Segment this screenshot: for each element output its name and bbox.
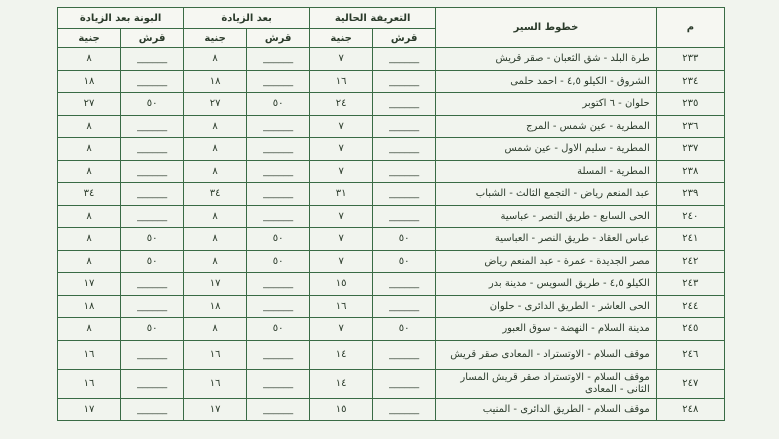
current-piaster: ٥٠ <box>373 250 436 273</box>
after-piaster: ٥٠ <box>247 250 310 273</box>
current-piaster: ______ <box>373 369 436 398</box>
after-pound: ٨ <box>184 250 247 273</box>
after-piaster: ٥٠ <box>247 228 310 251</box>
current-piaster: ______ <box>373 48 436 71</box>
current-piaster: ______ <box>373 183 436 206</box>
route-cell: موقف السلام - الاوتستراد - المعادى صقر قريش <box>436 340 657 369</box>
after-piaster: ______ <box>247 273 310 296</box>
current-piaster: ٥٠ <box>373 228 436 251</box>
after-pound: ٨ <box>184 48 247 71</box>
after-pound: ٨ <box>184 205 247 228</box>
route-cell: موقف السلام - الاوتستراد صقر قريش المسار الثانى - المعادى <box>436 369 657 398</box>
route-cell: موقف السلام - الطريق الدائرى - المنيب <box>436 398 657 421</box>
ticket-piaster: ______ <box>121 115 184 138</box>
row-number: ٢٣٨ <box>656 160 724 183</box>
ticket-piaster: ______ <box>121 48 184 71</box>
after-pound: ٨ <box>184 318 247 341</box>
current-pound: ٧ <box>310 48 373 71</box>
after-piaster: ٥٠ <box>247 93 310 116</box>
after-pound: ٢٧ <box>184 93 247 116</box>
ticket-piaster: ______ <box>121 160 184 183</box>
row-number: ٢٣٦ <box>656 115 724 138</box>
current-pound: ٧ <box>310 250 373 273</box>
ticket-pound: ١٧ <box>58 398 121 421</box>
ticket-pound: ١٧ <box>58 273 121 296</box>
row-number: ٢٤١ <box>656 228 724 251</box>
current-piaster: ______ <box>373 160 436 183</box>
current-pound: ٧ <box>310 205 373 228</box>
header-after-increase: بعد الزيادة <box>184 8 310 29</box>
current-pound: ٢٤ <box>310 93 373 116</box>
route-cell: عباس العقاد - طريق النصر - العباسية <box>436 228 657 251</box>
current-piaster: ______ <box>373 340 436 369</box>
route-cell: الحى العاشر - الطريق الدائرى - حلوان <box>436 295 657 318</box>
ticket-piaster: ______ <box>121 205 184 228</box>
current-piaster: ______ <box>373 115 436 138</box>
ticket-piaster: ٥٠ <box>121 93 184 116</box>
ticket-pound: ٨ <box>58 160 121 183</box>
current-pound: ١٥ <box>310 273 373 296</box>
route-cell: عبد المنعم رياض - التجمع الثالث - الشباب <box>436 183 657 206</box>
table-row <box>58 340 725 369</box>
table-row <box>58 160 725 183</box>
after-piaster: ______ <box>247 398 310 421</box>
ticket-piaster: ٥٠ <box>121 250 184 273</box>
row-number: ٢٣٣ <box>656 48 724 71</box>
after-pound: ٨ <box>184 138 247 161</box>
current-piaster: ______ <box>373 70 436 93</box>
header-piaster: قرش <box>247 29 310 48</box>
ticket-pound: ١٦ <box>58 340 121 369</box>
after-piaster: ٥٠ <box>247 318 310 341</box>
ticket-pound: ١٨ <box>58 70 121 93</box>
row-number: ٢٣٩ <box>656 183 724 206</box>
ticket-pound: ٨ <box>58 318 121 341</box>
table-row <box>58 398 725 421</box>
current-pound: ١٤ <box>310 369 373 398</box>
header-piaster: قرش <box>373 29 436 48</box>
row-number: ٢٣٥ <box>656 93 724 116</box>
row-number: ٢٤٠ <box>656 205 724 228</box>
ticket-piaster: ______ <box>121 273 184 296</box>
current-piaster: ______ <box>373 295 436 318</box>
current-piaster: ______ <box>373 398 436 421</box>
fare-table <box>57 7 725 421</box>
after-pound: ١٦ <box>184 369 247 398</box>
header-pound: جنية <box>310 29 373 48</box>
route-cell: مدينة السلام - النهضة - سوق العبور <box>436 318 657 341</box>
header-piaster: قرش <box>121 29 184 48</box>
ticket-pound: ١٨ <box>58 295 121 318</box>
after-pound: ١٧ <box>184 273 247 296</box>
after-pound: ٣٤ <box>184 183 247 206</box>
ticket-piaster: ٥٠ <box>121 228 184 251</box>
ticket-piaster: ٥٠ <box>121 318 184 341</box>
after-piaster: ______ <box>247 48 310 71</box>
route-cell: الكيلو ٤,٥ - طريق السويس - مدينة بدر <box>436 273 657 296</box>
table-row <box>58 70 725 93</box>
current-pound: ٧ <box>310 318 373 341</box>
after-pound: ٨ <box>184 228 247 251</box>
table-row <box>58 115 725 138</box>
after-piaster: ______ <box>247 138 310 161</box>
header-number: م <box>656 8 724 48</box>
header-pound: جنية <box>184 29 247 48</box>
ticket-pound: ٨ <box>58 250 121 273</box>
header-row-1 <box>58 8 725 29</box>
row-number: ٢٤٨ <box>656 398 724 421</box>
table-row <box>58 183 725 206</box>
ticket-piaster: ______ <box>121 138 184 161</box>
current-piaster: ______ <box>373 138 436 161</box>
current-pound: ١٦ <box>310 70 373 93</box>
header-ticket-after-increase: البونة بعد الزيادة <box>58 8 184 29</box>
after-pound: ٨ <box>184 115 247 138</box>
after-piaster: ______ <box>247 115 310 138</box>
table-row <box>58 250 725 273</box>
after-piaster: ______ <box>247 205 310 228</box>
after-piaster: ______ <box>247 70 310 93</box>
current-pound: ١٥ <box>310 398 373 421</box>
row-number: ٢٤٣ <box>656 273 724 296</box>
current-pound: ١٦ <box>310 295 373 318</box>
after-pound: ١٦ <box>184 340 247 369</box>
ticket-piaster: ______ <box>121 70 184 93</box>
table-row <box>58 48 725 71</box>
ticket-pound: ٨ <box>58 115 121 138</box>
table-row <box>58 369 725 398</box>
header-pound: جنية <box>58 29 121 48</box>
header-current-fare: التعريفة الحالية <box>310 8 436 29</box>
route-cell: الشروق - الكيلو ٤,٥ - احمد حلمى <box>436 70 657 93</box>
current-pound: ٣١ <box>310 183 373 206</box>
route-cell: المطرية - عين شمس - المرج <box>436 115 657 138</box>
ticket-piaster: ______ <box>121 340 184 369</box>
row-number: ٢٤٥ <box>656 318 724 341</box>
after-piaster: ______ <box>247 295 310 318</box>
ticket-pound: ٨ <box>58 205 121 228</box>
route-cell: طرة البلد - شق الثعبان - صقر قريش <box>436 48 657 71</box>
current-pound: ٧ <box>310 160 373 183</box>
after-pound: ٨ <box>184 160 247 183</box>
after-piaster: ______ <box>247 160 310 183</box>
current-pound: ١٤ <box>310 340 373 369</box>
table-row <box>58 228 725 251</box>
table-row <box>58 93 725 116</box>
ticket-piaster: ______ <box>121 398 184 421</box>
table-row <box>58 295 725 318</box>
ticket-pound: ٨ <box>58 138 121 161</box>
ticket-pound: ٣٤ <box>58 183 121 206</box>
ticket-piaster: ______ <box>121 295 184 318</box>
current-piaster: ______ <box>373 93 436 116</box>
row-number: ٢٤٦ <box>656 340 724 369</box>
ticket-pound: ٨ <box>58 48 121 71</box>
row-number: ٢٤٢ <box>656 250 724 273</box>
ticket-pound: ٨ <box>58 228 121 251</box>
row-number: ٢٣٧ <box>656 138 724 161</box>
ticket-pound: ٢٧ <box>58 93 121 116</box>
ticket-piaster: ______ <box>121 369 184 398</box>
route-cell: حلوان - ٦ اكتوبر <box>436 93 657 116</box>
after-pound: ١٨ <box>184 295 247 318</box>
row-number: ٢٣٤ <box>656 70 724 93</box>
after-piaster: ______ <box>247 369 310 398</box>
route-cell: مصر الجديدة - عمرة - عبد المنعم رياض <box>436 250 657 273</box>
current-pound: ٧ <box>310 115 373 138</box>
route-cell: المطرية - المسلة <box>436 160 657 183</box>
current-pound: ٧ <box>310 228 373 251</box>
table-row <box>58 318 725 341</box>
table-row <box>58 205 725 228</box>
after-pound: ١٨ <box>184 70 247 93</box>
row-number: ٢٤٤ <box>656 295 724 318</box>
table-row <box>58 273 725 296</box>
ticket-pound: ١٦ <box>58 369 121 398</box>
current-pound: ٧ <box>310 138 373 161</box>
current-piaster: ______ <box>373 205 436 228</box>
ticket-piaster: ______ <box>121 183 184 206</box>
row-number: ٢٤٧ <box>656 369 724 398</box>
after-pound: ١٧ <box>184 398 247 421</box>
route-cell: المطرية - سليم الاول - عين شمس <box>436 138 657 161</box>
current-piaster: ٥٠ <box>373 318 436 341</box>
route-cell: الحى السابع - طريق النصر - عباسية <box>436 205 657 228</box>
current-piaster: ______ <box>373 273 436 296</box>
header-route: خطوط السير <box>436 8 657 48</box>
after-piaster: ______ <box>247 340 310 369</box>
table-row <box>58 138 725 161</box>
after-piaster: ______ <box>247 183 310 206</box>
